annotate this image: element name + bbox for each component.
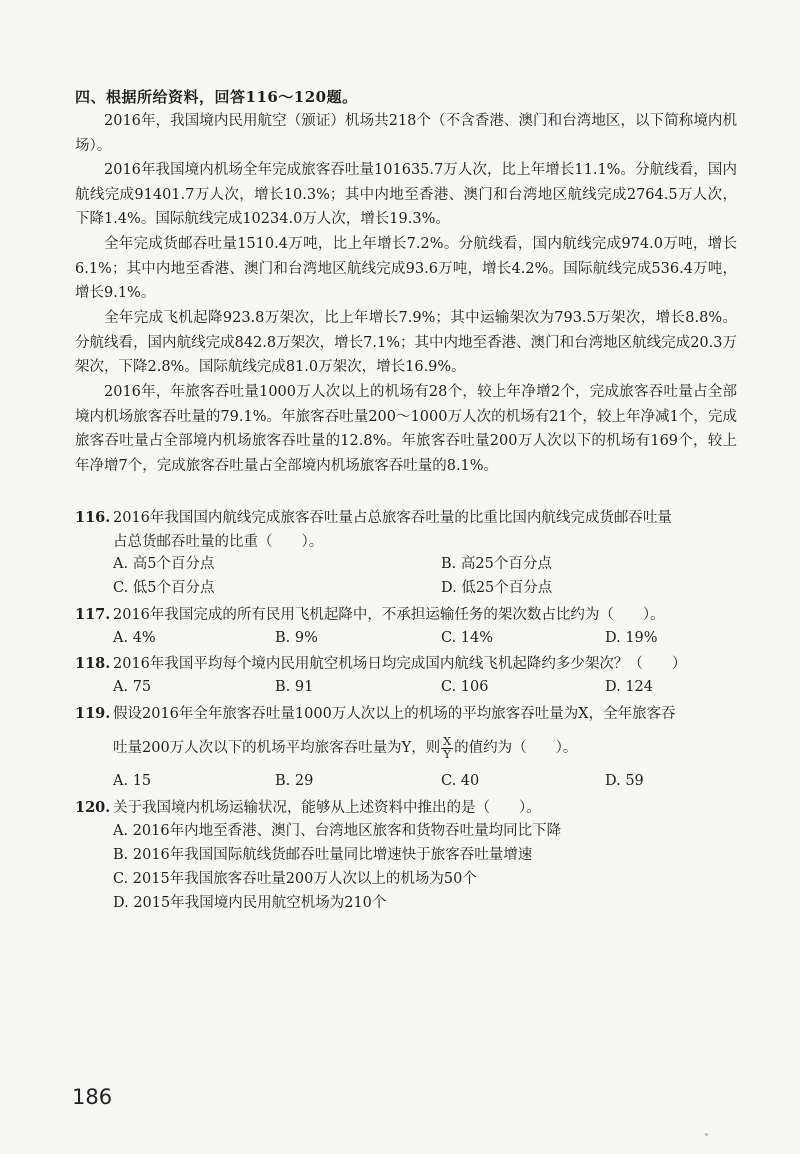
question-text-line2: 占总货邮吞吐量的比重（ ）。 [113,534,324,550]
question-text-line1: 2016年我国国内航线完成旅客吞吐量占总旅客吞吐量的比重比国内航线完成货邮吞吐量 [113,510,672,526]
option-117-b[interactable]: B. 9% [275,630,318,646]
option-117-a[interactable]: A. 4% [113,630,156,646]
fraction-denominator: Y [443,747,451,761]
scan-speck [705,1133,708,1136]
option-120-c[interactable]: C. 2015年我国旅客吞吐量200万人次以上的机场为50个 [113,871,477,887]
question-number: 118. [75,655,111,672]
question-number: 119. [75,705,111,722]
question-120 [75,796,745,820]
option-119-d[interactable]: D. 59 [605,773,644,789]
option-118-d[interactable]: D. 124 [605,679,654,695]
page-number: 186 [72,1085,113,1109]
option-119-c[interactable]: C. 40 [441,773,480,789]
paragraph-airport-tiers: 2016年，年旅客吞吐量1000万人次以上的机场有28个，较上年净增2个，完成旅客吞吐量占全部境内机场旅客吞吐量的79.1%。年旅客吞吐量200～1000万人次的机场有21个，较上年净减1个，完成旅客吞吐量占全部境内机场旅客吞吐量的12.8%。年旅客吞吐量200万人次以下的机场有169个，较上年净增7个，完成旅客吞吐量占全部境内机场旅客吞吐量的8.1%。 [75,384,737,474]
option-120-b[interactable]: B. 2016年我国国际航线货邮吞吐量同比增速快于旅客吞吐量增速 [113,847,533,863]
paragraph-airports: 2016年，我国境内民用航空（颁证）机场共218个（不含香港、澳门和台湾地区，以下简称境内机场）。 [75,113,737,154]
question-119 [75,702,745,726]
option-116-a[interactable]: A. 高5个百分点 [113,556,215,572]
question-116 [75,506,745,554]
question-text-line2-pre: 吐量200万人次以下的机场平均旅客吞吐量为Y，则 [113,740,441,756]
option-119-b[interactable]: B. 29 [275,773,314,789]
option-116-c[interactable]: C. 低5个百分点 [113,580,215,596]
option-116-b[interactable]: B. 高25个百分点 [441,556,552,572]
question-text-line2-post: 的值约为（ ）。 [454,740,578,756]
option-119-a[interactable]: A. 15 [113,773,152,789]
question-text: 2016年我国完成的所有民用飞机起降中，不承担运输任务的架次数占比约为（ ）。 [113,607,665,623]
question-number: 120. [75,799,111,816]
option-118-a[interactable]: A. 75 [113,679,152,695]
question-117 [75,603,745,627]
paragraph-cargo: 全年完成货邮吞吐量1510.4万吨，比上年增长7.2%。分航线看，国内航线完成974.0万吨，增长6.1%；其中内地至香港、澳门和台湾地区航线完成93.6万吨，增长4.2%。国际航线完成536.4万吨，增长9.1%。 [75,236,737,301]
fraction-x-over-y [441,736,453,761]
question-text: 2016年我国平均每个境内民用航空机场日均完成国内航线飞机起降约多少架次？（ ） [113,656,687,672]
question-number: 117. [75,606,111,623]
option-118-b[interactable]: B. 91 [275,679,314,695]
option-116-d[interactable]: D. 低25个百分点 [441,580,553,596]
option-117-c[interactable]: C. 14% [441,630,494,646]
question-text: 关于我国境内机场运输状况，能够从上述资料中推出的是（ ）。 [113,800,541,816]
question-number: 116. [75,509,111,526]
question-118 [75,652,745,676]
option-120-a[interactable]: A. 2016年内地至香港、澳门、台湾地区旅客和货物吞吐量均同比下降 [113,823,562,839]
option-117-d[interactable]: D. 19% [605,630,658,646]
question-119-line2 [75,733,745,763]
paragraph-flights: 全年完成飞机起降923.8万架次，比上年增长7.9%；其中运输架次为793.5万架次，增长8.8%。分航线看，国内航线完成842.8万架次，增长7.1%；其中内地至香港、澳门和台湾地区航线完成20.3万架次，下降2.8%。国际航线完成81.0万架次，增长16.9%。 [75,310,737,375]
section-title: 四、根据所给资料，回答116～120题。 [75,88,358,106]
option-120-d[interactable]: D. 2015年我国境内民用航空机场为210个 [113,895,387,911]
fraction-numerator: X [443,734,452,748]
question-text-line1: 假设2016年全年旅客吞吐量1000万人次以上的机场的平均旅客吞吐量为X，全年旅客吞 [113,706,676,722]
paragraph-passenger: 2016年我国境内机场全年完成旅客吞吐量101635.7万人次，比上年增长11.1%。分航线看，国内航线完成91401.7万人次，增长10.3%；其中内地至香港、澳门和台湾地区航线完成2764.5万人次，下降1.4%。国际航线完成10234.0万人次，增长19.3%。 [75,162,737,227]
option-118-c[interactable]: C. 106 [441,679,489,695]
